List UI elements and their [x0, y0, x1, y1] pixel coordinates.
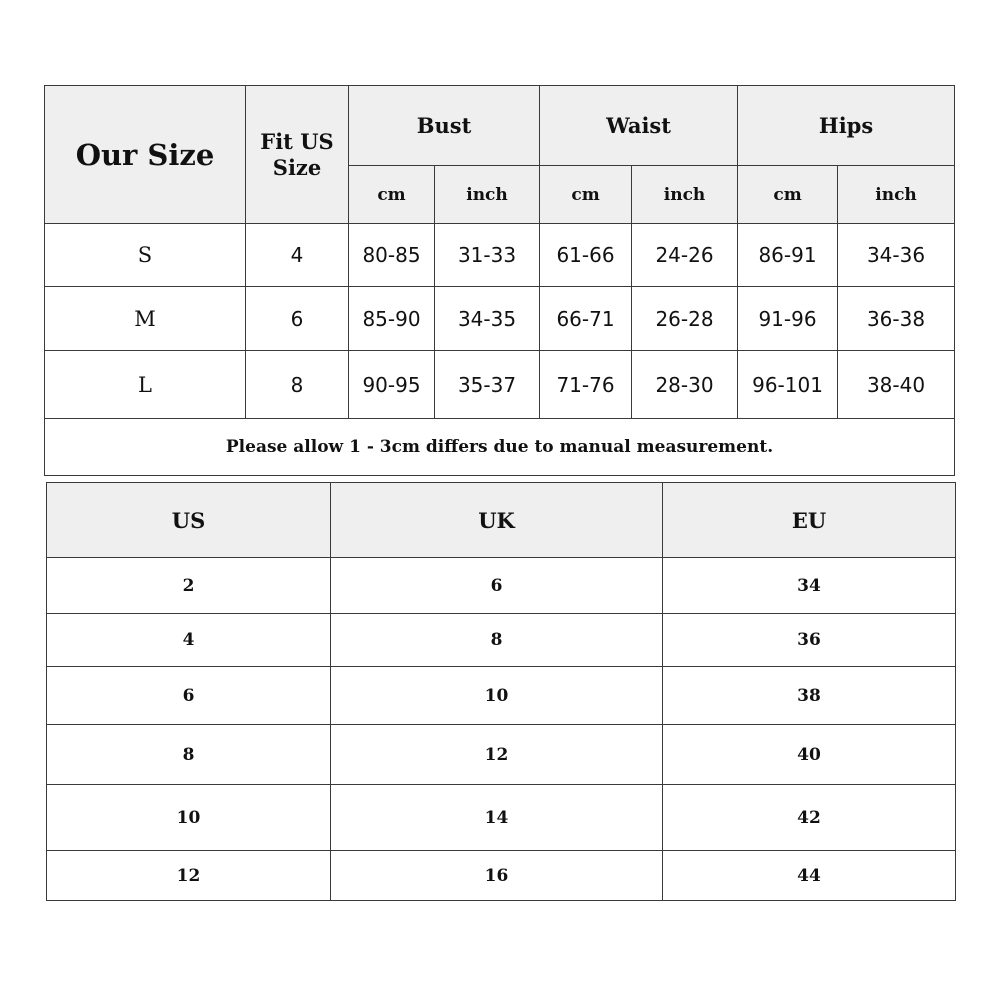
eu-cell: 40 — [663, 725, 956, 785]
bust-inch-cell: 31-33 — [435, 224, 540, 287]
uk-cell: 16 — [331, 851, 663, 901]
eu-header: EU — [663, 483, 956, 558]
bust-inch-cell: 34-35 — [435, 287, 540, 351]
uk-header: UK — [331, 483, 663, 558]
hips-header: Hips — [738, 86, 955, 166]
hips-cm-cell: 86-91 — [738, 224, 838, 287]
bust-inch-header: inch — [435, 166, 540, 224]
waist-cm-cell: 66-71 — [540, 287, 632, 351]
bust-inch-cell: 35-37 — [435, 351, 540, 419]
hips-cm-header: cm — [738, 166, 838, 224]
waist-cm-cell: 61-66 — [540, 224, 632, 287]
hips-inch-cell: 36-38 — [838, 287, 955, 351]
size-cell: S — [45, 224, 246, 287]
eu-cell: 44 — [663, 851, 956, 901]
waist-cm-cell: 71-76 — [540, 351, 632, 419]
us-cell: 10 — [47, 785, 331, 851]
size-conversion-table — [46, 482, 956, 901]
table-row — [45, 224, 955, 287]
us-cell: 6 — [47, 667, 331, 725]
size-chart-table — [44, 85, 955, 476]
table-row — [47, 785, 956, 851]
waist-inch-cell: 24-26 — [632, 224, 738, 287]
us-cell: 12 — [47, 851, 331, 901]
bust-header: Bust — [349, 86, 540, 166]
uk-cell: 14 — [331, 785, 663, 851]
size-cell: M — [45, 287, 246, 351]
us-size-cell: 4 — [246, 224, 349, 287]
waist-cm-header: cm — [540, 166, 632, 224]
waist-header: Waist — [540, 86, 738, 166]
fit-us-size-header — [246, 86, 349, 224]
table-row — [45, 351, 955, 419]
hips-cm-cell: 91-96 — [738, 287, 838, 351]
us-header: US — [47, 483, 331, 558]
fit-us-label: Fit US — [260, 128, 334, 154]
us-cell: 8 — [47, 725, 331, 785]
our-size-header: Our Size — [45, 86, 246, 224]
us-cell: 2 — [47, 558, 331, 614]
table-row — [47, 851, 956, 901]
bust-cm-cell: 85-90 — [349, 287, 435, 351]
bust-cm-header: cm — [349, 166, 435, 224]
eu-cell: 38 — [663, 667, 956, 725]
us-size-cell: 6 — [246, 287, 349, 351]
us-size-cell: 8 — [246, 351, 349, 419]
hips-inch-cell: 38-40 — [838, 351, 955, 419]
uk-cell: 12 — [331, 725, 663, 785]
waist-inch-cell: 26-28 — [632, 287, 738, 351]
hips-inch-cell: 34-36 — [838, 224, 955, 287]
hips-inch-header: inch — [838, 166, 955, 224]
table-row — [47, 614, 956, 667]
waist-inch-header: inch — [632, 166, 738, 224]
table-row — [47, 558, 956, 614]
bust-cm-cell: 90-95 — [349, 351, 435, 419]
hips-cm-cell: 96-101 — [738, 351, 838, 419]
us-cell: 4 — [47, 614, 331, 667]
size-cell: L — [45, 351, 246, 419]
measurement-note: Please allow 1 - 3cm differs due to manual measurement. — [45, 419, 955, 476]
uk-cell: 8 — [331, 614, 663, 667]
bust-cm-cell: 80-85 — [349, 224, 435, 287]
fit-size-label: Size — [272, 154, 322, 180]
eu-cell: 36 — [663, 614, 956, 667]
eu-cell: 42 — [663, 785, 956, 851]
table-row — [45, 287, 955, 351]
table-row — [47, 667, 956, 725]
waist-inch-cell: 28-30 — [632, 351, 738, 419]
table-row — [47, 725, 956, 785]
uk-cell: 6 — [331, 558, 663, 614]
uk-cell: 10 — [331, 667, 663, 725]
eu-cell: 34 — [663, 558, 956, 614]
